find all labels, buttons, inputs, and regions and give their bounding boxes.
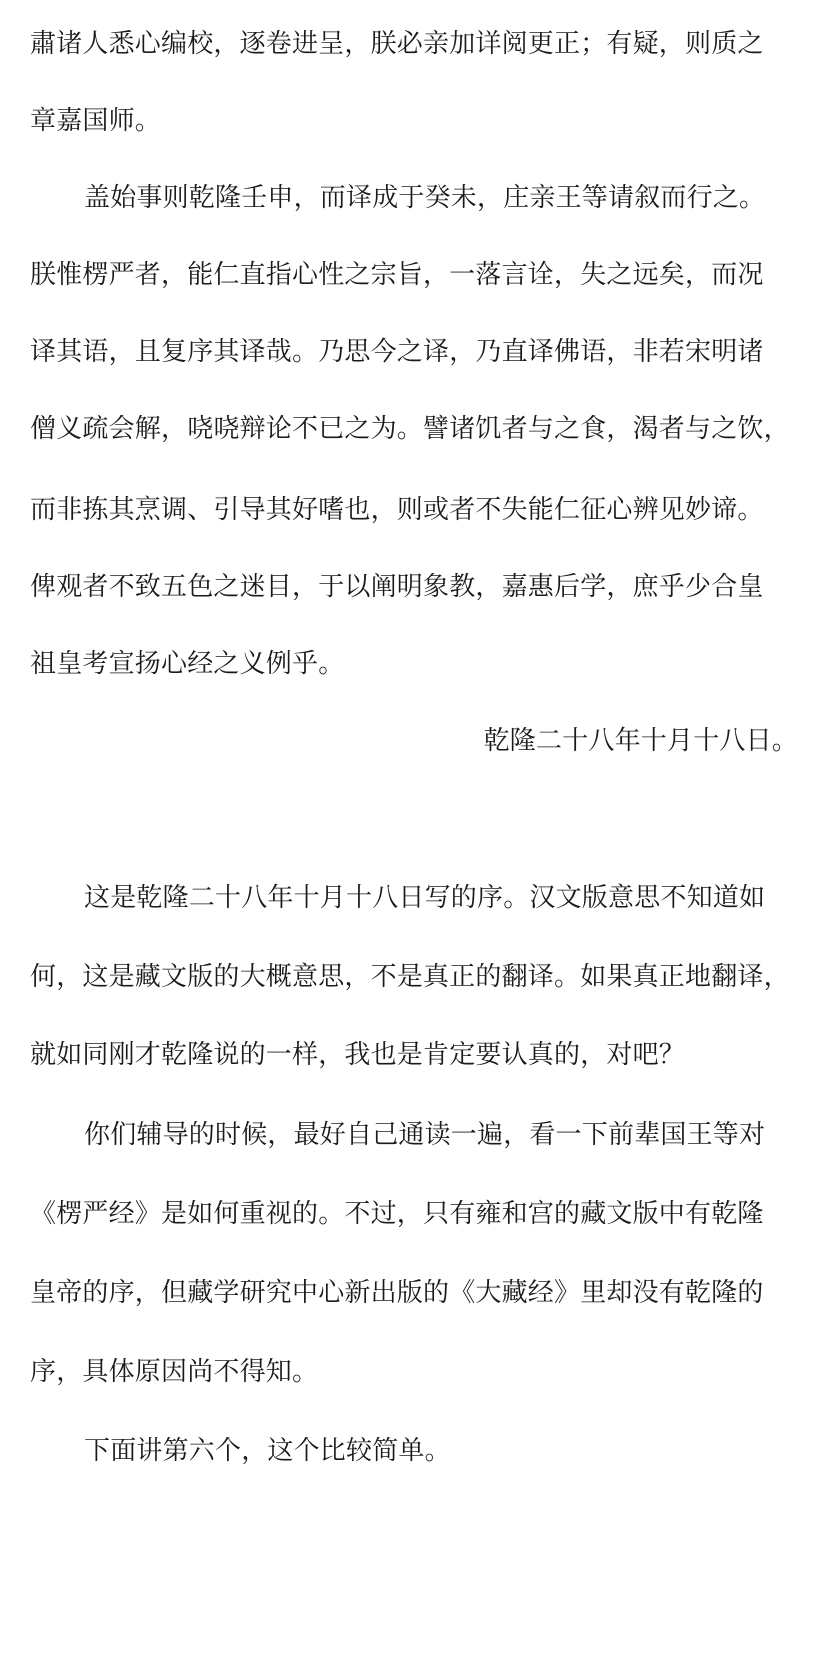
text-line: 章嘉国师。 bbox=[30, 106, 162, 136]
text-line: 就如同刚才乾隆说的一样，我也是肯定要认真的，对吧？ bbox=[30, 1040, 686, 1070]
text-line: 肅诸人悉心编校，逐卷进呈，朕必亲加详阅更正；有疑，则质之 bbox=[30, 29, 764, 59]
text-line: 俾观者不致五色之迷目，于以阐明象教，嘉惠后学，庶乎少合皇 bbox=[30, 572, 764, 602]
text-line: 皇帝的序，但藏学研究中心新出版的《大藏经》里却没有乾隆的 bbox=[30, 1278, 764, 1308]
paragraph-start-line: 下面讲第六个，这个比较简单。 bbox=[84, 1436, 451, 1466]
text-line: 祖皇考宣扬心经之义例乎。 bbox=[30, 649, 345, 679]
text-line: 而非拣其烹调、引导其好嗜也，则或者不失能仁征心辨见妙谛。 bbox=[30, 495, 764, 525]
paragraph-start-line: 这是乾隆二十八年十月十八日写的序。汉文版意思不知道如 bbox=[84, 883, 766, 913]
text-line: 译其语，且复序其译哉。乃思今之译，乃直译佛语，非若宋明诸 bbox=[30, 337, 764, 367]
text-line: 序，具体原因尚不得知。 bbox=[30, 1357, 319, 1387]
text-line: 僧义疏会解，哓哓辩论不已之为。譬诸饥者与之食，渴者与之饮， bbox=[30, 414, 790, 444]
text-line: 《楞严经》是如何重视的。不过，只有雍和宫的藏文版中有乾隆 bbox=[30, 1199, 764, 1229]
text-line: 何，这是藏文版的大概意思，不是真正的翻译。如果真正地翻译， bbox=[30, 962, 790, 992]
paragraph-start-line: 你们辅导的时候，最好自己通读一遍，看一下前辈国王等对 bbox=[84, 1120, 766, 1150]
preface-date: 乾隆二十八年十月十八日。 bbox=[483, 726, 798, 756]
text-line: 朕惟楞严者，能仁直指心性之宗旨，一落言诠，失之远矣，而况 bbox=[30, 260, 764, 290]
paragraph-start-line: 盖始事则乾隆壬申，而译成于癸未，庄亲王等请叙而行之。 bbox=[84, 183, 766, 213]
